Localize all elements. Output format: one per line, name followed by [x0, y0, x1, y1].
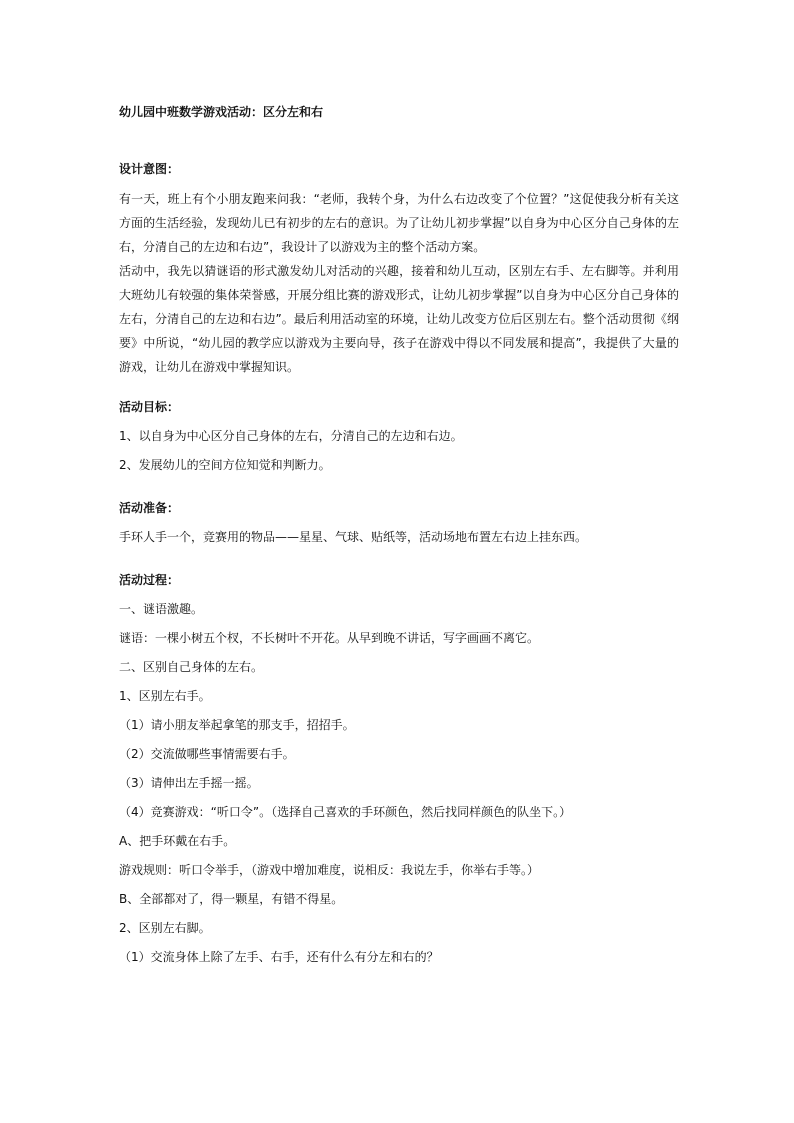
process-line: （1）交流身体上除了左手、右手，还有什么有分左和右的？ — [119, 950, 439, 964]
process-line: （2）交流做哪些事情需要右手。 — [119, 747, 295, 761]
design-intent-paragraph-1: 有一天，班上有个小朋友跑来问我：“老师，我转个身，为什么右边改变了个位置？”这促使我分析有关这方面的生活经验，发现幼儿已有初步的左右的意识。为了让幼儿初步掌握”以自身为中心区分自己身体的左右，分清自己的左边和右边”，我设计了以游戏为主的整个活动方案。 — [119, 192, 679, 254]
goal-item: 1、以自身为中心区分自己身体的左右，分清自己的左边和右边。 — [119, 429, 463, 443]
process-line: （4）竞赛游戏：“听口令”。（选择自己喜欢的手环颜色，然后找同样颜色的队坐下。） — [119, 805, 572, 819]
process-line: （3）请伸出左手摇一摇。 — [119, 776, 259, 790]
process-line: 谜语：一棵小树五个杈，不长树叶不开花。从早到晚不讲话，写字画画不离它。 — [119, 631, 540, 645]
process-line: A、把手环戴在右手。 — [119, 834, 236, 848]
process-line: 游戏规则：听口令举手，（游戏中增加难度，说相反：我说左手，你举右手等。） — [119, 863, 540, 877]
preparation-heading: 活动准备： — [119, 501, 180, 515]
process-line: 2、区别左右脚。 — [119, 921, 211, 935]
preparation-text: 手环人手一个，竞赛用的物品——星星、气球、贴纸等，活动场地布置左右边上挂东西。 — [119, 530, 588, 544]
process-heading: 活动过程： — [119, 573, 180, 587]
process-section — [119, 569, 679, 972]
goals-section — [119, 396, 679, 480]
process-line: （1）请小朋友举起拿笔的那支手，招招手。 — [119, 718, 355, 732]
document-title: 幼儿园中班数学游戏活动：区分左和右 — [119, 105, 324, 119]
preparation-section — [119, 497, 679, 552]
process-line: 一、谜语激趣。 — [119, 602, 204, 616]
process-line: 二、区别自己身体的左右。 — [119, 660, 264, 674]
goals-heading: 活动目标： — [119, 400, 180, 414]
design-intent-heading: 设计意图： — [119, 162, 180, 176]
document-body — [119, 101, 679, 989]
process-line: B、全部都对了，得一颗星，有错不得星。 — [119, 892, 344, 906]
process-line: 1、区别左右手。 — [119, 689, 211, 703]
design-intent-paragraph-2: 活动中，我先以猜谜语的形式激发幼儿对活动的兴趣，接着和幼儿互动，区别左右手、左右脚等。并利用大班幼儿有较强的集体荣誉感，开展分组比赛的游戏形式，让幼儿初步掌握”以自身为中心区分自己身体的左右，分清自己的左边和右边”。最后利用活动室的环境，让幼儿改变方位后区别左右。整个活动贯彻《纲要》中所说，“幼儿园的教学应以游戏为主要向导，孩子在游戏中得以不同发展和提高”，我提供了大量的游戏，让幼儿在游戏中掌握知识。 — [119, 264, 679, 374]
goal-item: 2、发展幼儿的空间方位知觉和判断力。 — [119, 458, 331, 472]
design-intent-section — [119, 158, 679, 379]
